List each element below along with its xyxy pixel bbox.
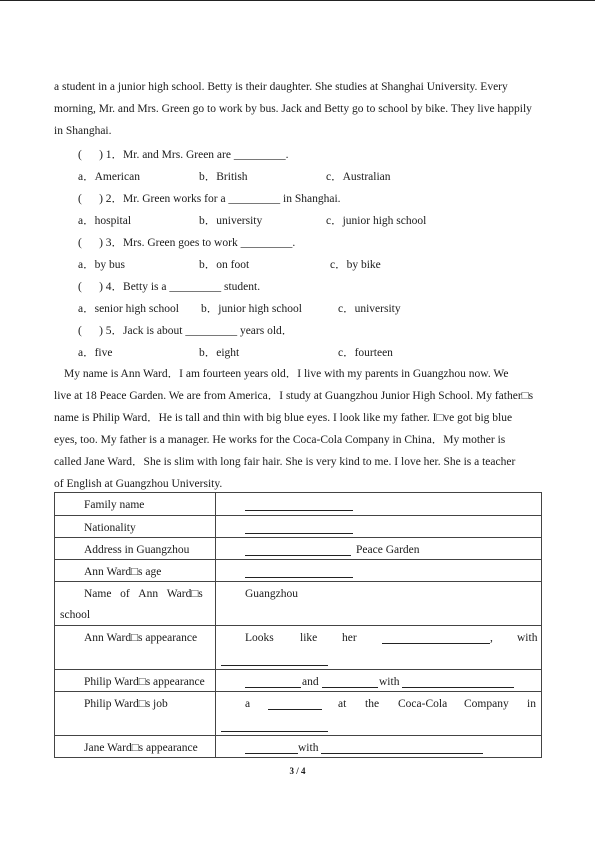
table-row: [55, 582, 542, 626]
option-1a: a．American: [78, 171, 140, 183]
question-3: ( ) 3．Mrs. Green goes to work _________.: [78, 237, 296, 249]
answer-blank[interactable]: [221, 654, 328, 666]
label-jane-appearance: Jane Ward□s appearance: [84, 742, 198, 754]
cell-word: like: [300, 632, 318, 644]
label-family-name: Family name: [84, 499, 145, 511]
answer-blank[interactable]: [321, 742, 483, 754]
answer-blank[interactable]: [221, 720, 328, 732]
passage-line: morning, Mr. and Mrs. Green go to work by bus. Jack and Betty go to school by bike. They live happily: [54, 103, 532, 115]
label-school-line1: Name of Ann Ward□s: [84, 588, 203, 600]
option-5c: c．fourteen: [338, 347, 393, 359]
cell-word: the: [365, 698, 380, 710]
option-3c: c．by bike: [330, 259, 381, 271]
passage-line: called Jane Ward．She is slim with long fair hair. She is very kind to me. I love her. She is a teacher: [54, 456, 516, 468]
answer-blank[interactable]: [245, 544, 351, 556]
cell-word: Coca-Cola: [398, 698, 448, 710]
question-4: ( ) 4．Betty is a _________ student.: [78, 281, 261, 293]
option-3b: b．on foot: [199, 259, 250, 271]
cell-word: at: [338, 698, 347, 710]
cell-word: Looks: [245, 632, 274, 644]
answer-blank[interactable]: [382, 632, 490, 644]
answer-blank[interactable]: [245, 742, 298, 754]
table-row: [55, 670, 542, 692]
page-top-rule: [0, 0, 595, 1]
passage-line: live at 18 Peace Garden. We are from America．I study at Guangzhou Junior High School. My father□s: [54, 390, 534, 402]
answer-blank[interactable]: [245, 566, 353, 578]
table-row: [55, 516, 542, 538]
cell-word: with: [517, 632, 538, 644]
label-ann-appearance: Ann Ward□s appearance: [84, 632, 198, 644]
passage-line: of English at Guangzhou University.: [54, 478, 223, 490]
label-address: Address in Guangzhou: [84, 544, 190, 556]
table-row: [55, 692, 542, 736]
label-nationality: Nationality: [84, 522, 136, 534]
answer-blank[interactable]: [322, 676, 378, 688]
table-row: [55, 493, 542, 516]
cell-word: ,: [490, 632, 493, 644]
label-school-line2: school: [60, 609, 91, 621]
passage-one: [54, 76, 542, 142]
answer-blank[interactable]: [245, 499, 353, 511]
passage-line: name is Philip Ward．He is tall and thin with big blue eyes. I look like my father. I□ve got big blue: [54, 412, 513, 424]
question-2: ( ) 2．Mr. Green works for a _________ in Shanghai.: [78, 193, 341, 205]
answer-blank[interactable]: [245, 522, 353, 534]
cell-word: Company: [464, 698, 509, 710]
question-1: ( ) 1．Mr. and Mrs. Green are _________.: [78, 149, 289, 161]
option-1c: c．Australian: [326, 171, 391, 183]
option-2b: b．university: [199, 215, 263, 227]
passage-line: a student in a junior high school. Betty is their daughter. She studies at Shanghai University. Every: [54, 81, 508, 93]
table-row: [55, 736, 542, 758]
info-table: [54, 492, 542, 758]
cell-word: in: [527, 698, 536, 710]
page-number: 3 / 4: [289, 766, 306, 776]
option-4a: a．senior high school: [78, 303, 179, 315]
cell-word: her: [342, 632, 357, 644]
option-3a: a．by bus: [78, 259, 125, 271]
passage-line: in Shanghai.: [54, 125, 112, 137]
answer-blank[interactable]: [268, 698, 322, 710]
passage-two: [54, 363, 542, 495]
option-5b: b．eight: [199, 347, 240, 359]
cell-word: and: [302, 676, 319, 688]
table-row: [55, 538, 542, 560]
label-philip-job: Philip Ward□s job: [84, 698, 168, 710]
passage-line: My name is Ann Ward．I am fourteen years old．I live with my parents in Guangzhou now. We: [64, 368, 509, 380]
label-age: Ann Ward□s age: [84, 566, 162, 578]
address-value: Peace Garden: [356, 544, 420, 556]
table-row: [55, 560, 542, 582]
label-philip-appearance: Philip Ward□s appearance: [84, 676, 205, 688]
option-5a: a．five: [78, 347, 113, 359]
answer-blank[interactable]: [402, 676, 514, 688]
cell-word: with: [298, 742, 319, 754]
option-2c: c．junior high school: [326, 215, 427, 227]
passage-line: eyes, too. My father is a manager. He works for the Coca-Cola Company in China．My mother is: [54, 434, 506, 446]
table-row: [55, 626, 542, 670]
question-5: ( ) 5．Jack is about _________ years old．: [78, 325, 294, 337]
answer-blank[interactable]: [245, 676, 301, 688]
option-4b: b．junior high school: [201, 303, 302, 315]
cell-word: a: [245, 698, 251, 710]
option-1b: b．British: [199, 171, 248, 183]
option-2a: a．hospital: [78, 215, 132, 227]
cell-word: with: [379, 676, 400, 688]
school-value: Guangzhou: [245, 588, 299, 600]
option-4c: c．university: [338, 303, 401, 315]
